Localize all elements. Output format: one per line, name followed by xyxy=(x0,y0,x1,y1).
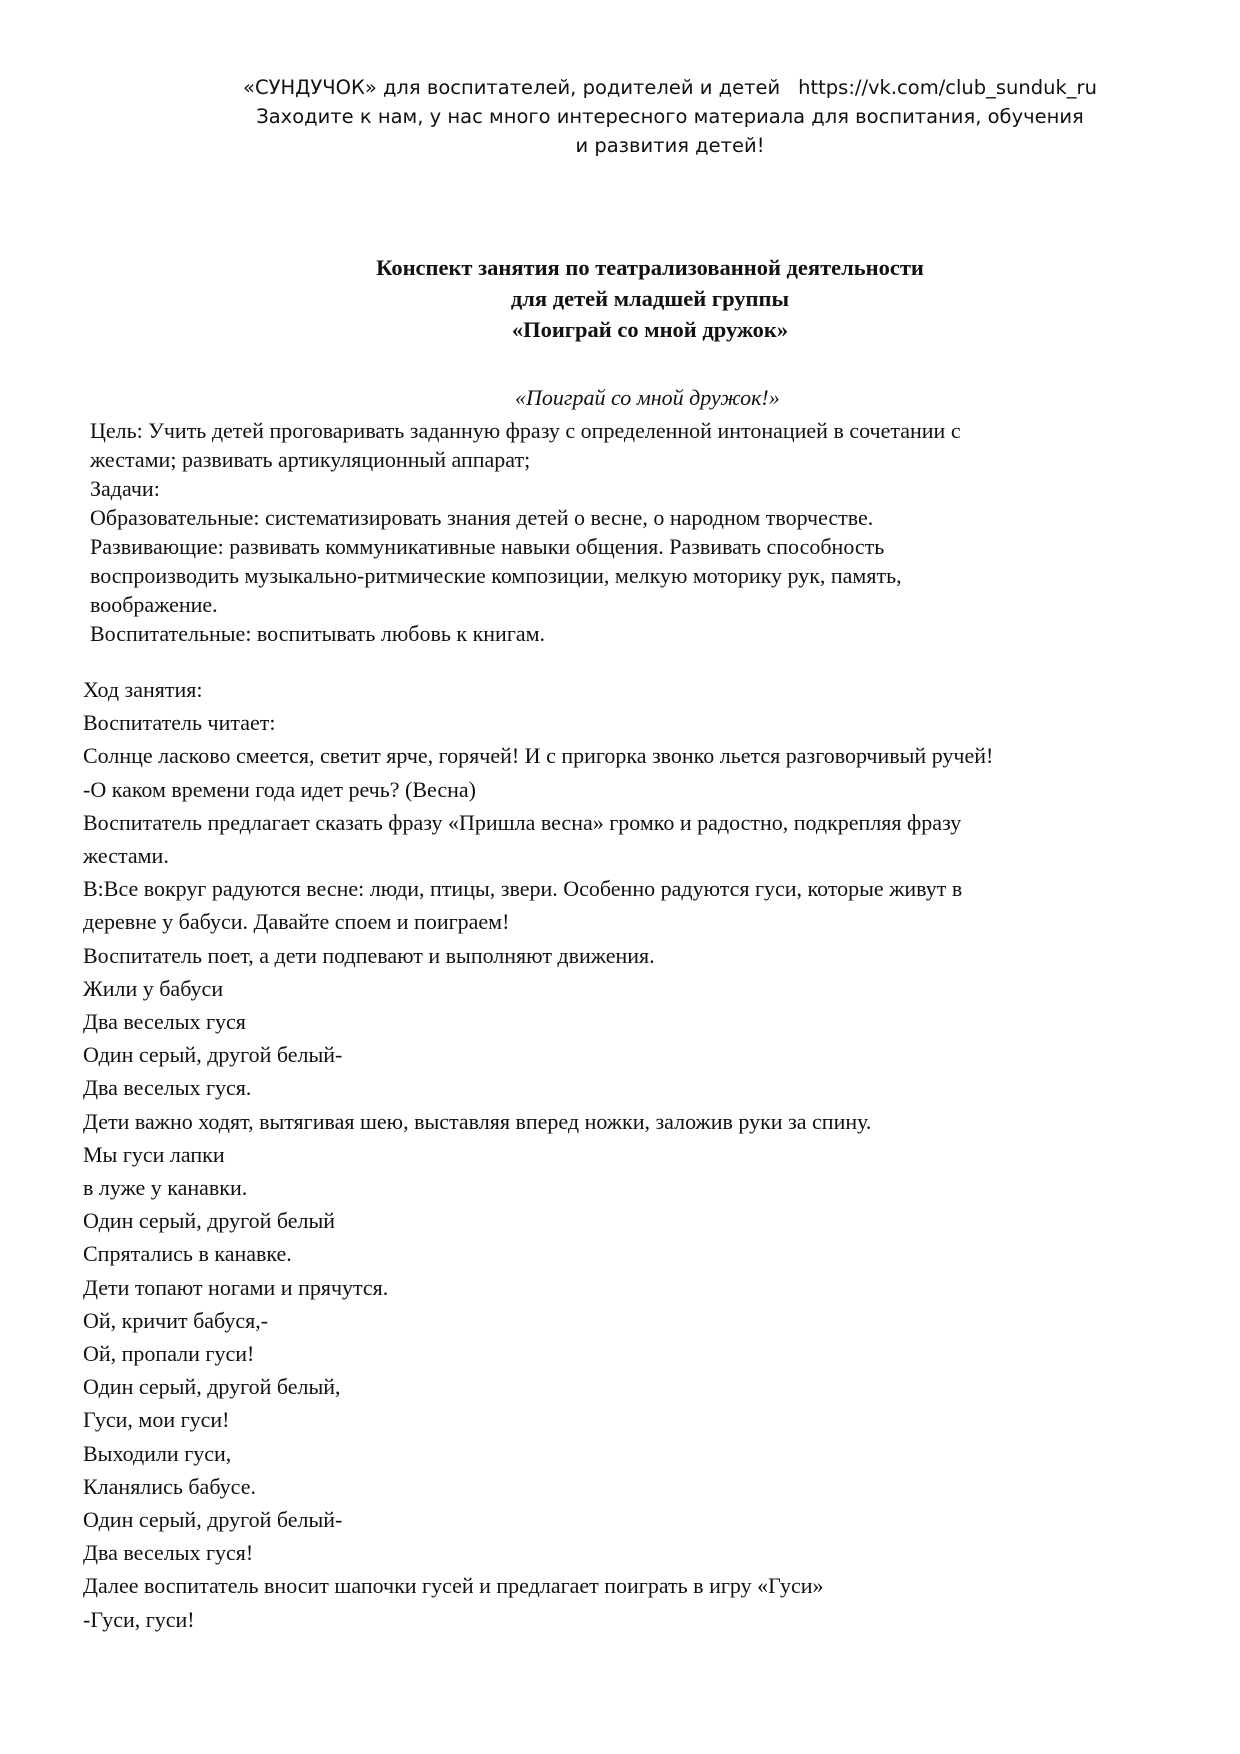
header-line-3: и развития детей! xyxy=(575,134,765,157)
body-line: Солнце ласково смеется, светит ярче, горячей! И с пригорка звонко льется разговорчивый ручей! xyxy=(83,743,994,769)
body-line: Дети топают ногами и прячутся. xyxy=(83,1274,389,1300)
header-line-1 xyxy=(200,73,1140,102)
body-line: Спрятались в канавке. xyxy=(83,1241,292,1267)
body-line: Жили у бабуси xyxy=(83,975,224,1001)
epigraph: «Поиграй со мной дружок!» xyxy=(515,385,780,410)
header-org: «СУНДУЧОК» для воспитателей, родителей и детей xyxy=(243,76,781,99)
body-line: Воспитатель предлагает сказать фразу «Пришла весна» громко и радостно, подкрепляя фразу xyxy=(83,809,962,835)
body-line: Воспитатель поет, а дети подпевают и выполняют движения. xyxy=(83,942,655,968)
body-line: Гуси, мои гуси! xyxy=(83,1407,230,1433)
body-line: Кланялись бабусе. xyxy=(83,1473,256,1499)
site-header xyxy=(200,73,1140,160)
body-line: жестами. xyxy=(83,843,169,869)
body-line: -О каком времени года идет речь? (Весна) xyxy=(83,776,476,802)
body-line: Ой, пропали гуси! xyxy=(83,1341,255,1367)
body-line: в луже у канавки. xyxy=(83,1175,248,1201)
goals-line: Воспитательные: воспитывать любовь к книгам. xyxy=(90,621,546,646)
body-line: Один серый, другой белый- xyxy=(83,1042,343,1068)
body-line: Мы гуси лапки xyxy=(83,1141,225,1167)
body-line: Выходили гуси, xyxy=(83,1440,232,1466)
body-line: Ой, кричит бабуся,- xyxy=(83,1307,269,1333)
body-line: Один серый, другой белый, xyxy=(83,1374,341,1400)
header-line-2: Заходите к нам, у нас много интересного материала для воспитания, обучения xyxy=(256,105,1084,128)
title-line-3: «Поиграй со мной дружок» xyxy=(511,317,789,342)
body-line: Один серый, другой белый xyxy=(83,1208,336,1234)
goals-line: Образовательные: систематизировать знания детей о весне, о народном творчестве. xyxy=(90,505,874,530)
document-title xyxy=(200,252,1100,345)
goals-line: жестами; развивать артикуляционный аппарат; xyxy=(90,447,531,472)
body-line: Воспитатель читает: xyxy=(83,710,276,736)
body-line: Два веселых гуся. xyxy=(83,1075,252,1101)
body-line: Ход занятия: xyxy=(83,677,203,702)
goals-line: Развивающие: развивать коммуникативные навыки общения. Развивать способность xyxy=(90,534,885,559)
body-line: Дети важно ходят, вытягивая шею, выставляя вперед ножки, заложив руки за спину. xyxy=(83,1108,872,1134)
goals-line: воображение. xyxy=(90,592,218,617)
goals-line: воспроизводить музыкально-ритмические композиции, мелкую моторику рук, память, xyxy=(90,563,902,588)
lesson-goals xyxy=(90,416,1150,648)
title-line-1: Конспект занятия по театрализованной деятельности xyxy=(376,255,924,280)
title-line-2: для детей младшей группы xyxy=(510,286,790,311)
body-line: -Гуси, гуси! xyxy=(83,1606,195,1632)
lesson-body xyxy=(83,673,1163,1636)
body-line: Два веселых гуся! xyxy=(83,1540,254,1566)
body-line: Далее воспитатель вносит шапочки гусей и предлагает поиграть в игру «Гуси» xyxy=(83,1573,824,1599)
body-line: Два веселых гуся xyxy=(83,1009,246,1035)
goals-line: Цель: Учить детей проговаривать заданную фразу с определенной интонацией в сочетании с xyxy=(90,418,961,443)
body-line: В:Все вокруг радуются весне: люди, птицы, звери. Особенно радуются гуси, которые живут в xyxy=(83,876,963,902)
body-line: Один серый, другой белый- xyxy=(83,1507,343,1533)
header-url[interactable]: https://vk.com/club_sunduk_ru xyxy=(798,76,1097,99)
goals-line: Задачи: xyxy=(90,476,160,501)
body-line: деревне у бабуси. Давайте споем и поиграем! xyxy=(83,909,510,935)
